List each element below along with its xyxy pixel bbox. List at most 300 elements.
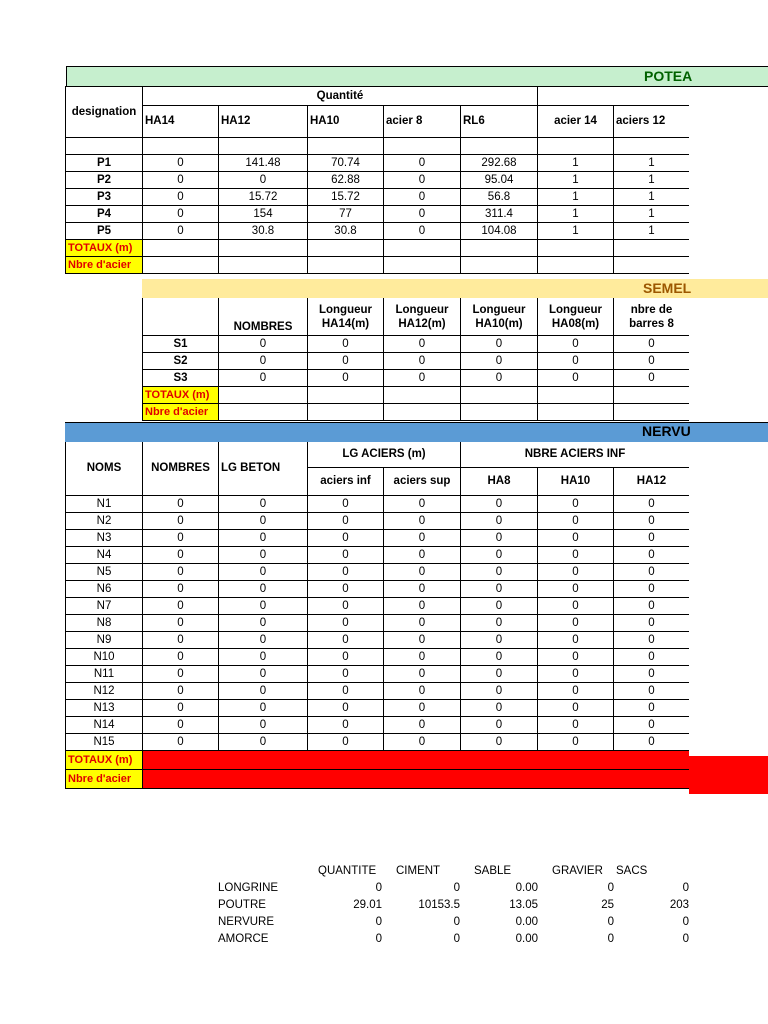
cell — [614, 404, 690, 421]
cell: 0 — [384, 734, 461, 751]
cell — [461, 257, 538, 274]
cell: 0 — [143, 172, 219, 189]
cell: 0 — [384, 615, 461, 632]
summary-row — [216, 880, 691, 897]
col-header: HA12 — [219, 106, 308, 138]
cell — [461, 240, 538, 257]
cell: 0 — [219, 615, 308, 632]
table-row — [66, 189, 690, 206]
row-label: N5 — [66, 564, 143, 581]
cell — [384, 257, 461, 274]
cell: 0 — [614, 336, 690, 353]
semelles-table — [142, 297, 689, 421]
cell: 0 — [308, 547, 384, 564]
cell — [614, 240, 690, 257]
cell: 0 — [614, 530, 690, 547]
cell: 0 — [143, 700, 219, 717]
table-row — [66, 683, 690, 700]
cell: 0 — [219, 581, 308, 598]
cell: 0 — [219, 336, 308, 353]
summary-table — [216, 863, 691, 948]
cell — [143, 257, 219, 274]
row-label: N6 — [66, 581, 143, 598]
cell: 1 — [538, 223, 614, 240]
cell — [614, 387, 690, 404]
cell: 0 — [538, 666, 614, 683]
summary-value: 0 — [375, 916, 382, 928]
cell: 0 — [538, 513, 614, 530]
cell: 311.4 — [461, 206, 538, 223]
cell: 0 — [384, 547, 461, 564]
row-label: S1 — [143, 336, 219, 353]
cell: 0 — [614, 513, 690, 530]
cell: 0 — [308, 598, 384, 615]
cell: 0 — [308, 666, 384, 683]
cell — [461, 404, 538, 421]
nervures-table — [65, 441, 689, 789]
row-label: P1 — [66, 155, 143, 172]
summary-value: 0 — [453, 882, 460, 894]
cell: 0 — [538, 530, 614, 547]
table-row — [66, 513, 690, 530]
cell: 0 — [143, 223, 219, 240]
cell: 0 — [143, 496, 219, 513]
cell: 0 — [614, 496, 690, 513]
col-header: HA14 — [143, 106, 219, 138]
cell: 0 — [384, 717, 461, 734]
cell: 0 — [308, 615, 384, 632]
cell: 0 — [614, 547, 690, 564]
summary-value: 203 — [669, 899, 689, 911]
summary-header: SABLE — [474, 865, 512, 877]
cell: 0 — [308, 513, 384, 530]
cell — [308, 387, 384, 404]
cell — [308, 240, 384, 257]
cell: 0 — [219, 598, 308, 615]
nbre-label: Nbre d'acier — [66, 257, 143, 274]
cell: 0 — [308, 649, 384, 666]
cell: 0 — [308, 530, 384, 547]
row-label: S2 — [143, 353, 219, 370]
cell — [66, 138, 143, 155]
cell: 0 — [143, 666, 219, 683]
col-header: HA8 — [461, 468, 538, 496]
cell: 0 — [614, 632, 690, 649]
col-header: nbre de barres 8 — [614, 298, 690, 336]
row-label: N12 — [66, 683, 143, 700]
cell: 0 — [143, 564, 219, 581]
cell: 0 — [219, 666, 308, 683]
cell: 292.68 — [461, 155, 538, 172]
cell: 1 — [614, 189, 690, 206]
col-header: acier 14 — [538, 106, 614, 138]
totaux-label: TOTAUX (m) — [66, 240, 143, 257]
cell: 0 — [614, 700, 690, 717]
row-label: N7 — [66, 598, 143, 615]
summary-value: 10153.5 — [418, 899, 460, 911]
col-header: aciers sup — [384, 468, 461, 496]
semelles-title: SEMEL — [643, 280, 692, 296]
col-header: RL6 — [461, 106, 538, 138]
nervures-red-band — [143, 751, 690, 770]
cell — [219, 240, 308, 257]
summary-value: 0 — [453, 933, 460, 945]
cell: 141.48 — [219, 155, 308, 172]
cell — [538, 404, 614, 421]
col-header: HA12 — [614, 468, 690, 496]
cell: 154 — [219, 206, 308, 223]
cell — [308, 404, 384, 421]
summary-label: NERVURE — [218, 916, 275, 928]
summary-value: 0 — [607, 882, 614, 894]
cell: 0 — [461, 547, 538, 564]
summary-value: 29.01 — [353, 899, 382, 911]
cell: 0 — [461, 734, 538, 751]
summary-value: 13.05 — [509, 899, 538, 911]
cell: 0 — [143, 717, 219, 734]
cell: 0 — [308, 336, 384, 353]
cell: 0 — [614, 564, 690, 581]
summary-row — [216, 897, 691, 914]
cell — [538, 240, 614, 257]
cell: 0 — [143, 598, 219, 615]
cell: 0 — [308, 353, 384, 370]
cell — [143, 138, 219, 155]
cell: 0 — [461, 666, 538, 683]
cell: 0 — [384, 189, 461, 206]
cell — [538, 257, 614, 274]
semelles-rows — [143, 336, 690, 387]
cell: 1 — [614, 206, 690, 223]
row-label: P4 — [66, 206, 143, 223]
cell: 0 — [384, 598, 461, 615]
table-row — [66, 547, 690, 564]
cell: 0 — [614, 683, 690, 700]
cell: 0 — [384, 206, 461, 223]
cell — [614, 138, 690, 155]
cell: 0 — [538, 598, 614, 615]
summary-value: 0 — [607, 916, 614, 928]
cell: 0 — [461, 649, 538, 666]
summary-label: POUTRE — [218, 899, 266, 911]
cell: 0 — [219, 513, 308, 530]
cell: 0 — [219, 632, 308, 649]
cell: 0 — [308, 581, 384, 598]
row-label: N13 — [66, 700, 143, 717]
cell — [384, 387, 461, 404]
cell: 0 — [143, 513, 219, 530]
nombres-header: NOMBRES — [143, 442, 219, 496]
cell: 0 — [538, 547, 614, 564]
cell: 0 — [461, 700, 538, 717]
col-header: HA10 — [308, 106, 384, 138]
cell: 30.8 — [308, 223, 384, 240]
row-label: N11 — [66, 666, 143, 683]
cell: 0 — [614, 615, 690, 632]
summary-value: 0 — [375, 882, 382, 894]
row-label: P5 — [66, 223, 143, 240]
summary-header: GRAVIER — [552, 865, 603, 877]
cell: 0 — [384, 649, 461, 666]
row-label: S3 — [143, 370, 219, 387]
row-label: N8 — [66, 615, 143, 632]
cell: 0 — [461, 581, 538, 598]
cell: 0 — [461, 530, 538, 547]
summary-value: 0 — [682, 916, 689, 928]
row-label: N2 — [66, 513, 143, 530]
cell — [143, 240, 219, 257]
table-row — [66, 581, 690, 598]
table-row — [66, 700, 690, 717]
cell: 0 — [143, 581, 219, 598]
cell: 1 — [538, 189, 614, 206]
cell: 0 — [538, 700, 614, 717]
cell: 0 — [308, 717, 384, 734]
cell: 62.88 — [308, 172, 384, 189]
col-header: Longueur HA10(m) — [461, 298, 538, 336]
cell: 0 — [143, 155, 219, 172]
cell: 77 — [308, 206, 384, 223]
cell: 0 — [461, 496, 538, 513]
row-label: N10 — [66, 649, 143, 666]
cell: 0 — [538, 717, 614, 734]
summary-value: 0 — [607, 933, 614, 945]
cell — [614, 257, 690, 274]
cell: 0 — [143, 530, 219, 547]
cell — [219, 387, 308, 404]
cell — [219, 138, 308, 155]
cell — [216, 863, 306, 880]
cell: 0 — [308, 734, 384, 751]
table-row — [143, 370, 690, 387]
cell: 0 — [219, 547, 308, 564]
poteaux-table — [65, 86, 689, 274]
cell: 1 — [538, 172, 614, 189]
cell: 0 — [308, 564, 384, 581]
cell: 0 — [219, 700, 308, 717]
row-label: N15 — [66, 734, 143, 751]
cell: 0 — [614, 598, 690, 615]
cell: 95.04 — [461, 172, 538, 189]
row-label: N9 — [66, 632, 143, 649]
table-row — [66, 155, 690, 172]
summary-value: 25 — [601, 899, 614, 911]
cell: 0 — [461, 353, 538, 370]
table-row — [66, 530, 690, 547]
cell: 0 — [219, 683, 308, 700]
cell: 0 — [461, 336, 538, 353]
cell: 1 — [538, 155, 614, 172]
cell: 0 — [384, 496, 461, 513]
cell: 15.72 — [219, 189, 308, 206]
cell — [219, 404, 308, 421]
cell: 0 — [461, 513, 538, 530]
cell: 0 — [308, 496, 384, 513]
summary-header: SACS — [616, 865, 648, 877]
cell: 0 — [384, 513, 461, 530]
nervures-red-extension — [689, 756, 768, 794]
poteaux-rows — [66, 155, 690, 240]
nervures-red-band — [143, 770, 690, 789]
col-header: Longueur HA08(m) — [538, 298, 614, 336]
cell: 0 — [384, 700, 461, 717]
summary-value: 0.00 — [515, 882, 538, 894]
cell: 30.8 — [219, 223, 308, 240]
cell: 1 — [614, 172, 690, 189]
nervures-title: NERVU — [642, 423, 691, 439]
col-header: aciers 12 — [614, 106, 690, 138]
cell: 0 — [219, 172, 308, 189]
cell: 15.72 — [308, 189, 384, 206]
cell: 1 — [538, 206, 614, 223]
cell: 0 — [143, 189, 219, 206]
cell: 0 — [384, 336, 461, 353]
cell: 0 — [538, 734, 614, 751]
cell: 0 — [614, 734, 690, 751]
table-row — [66, 223, 690, 240]
cell: 0 — [538, 564, 614, 581]
cell: 0 — [461, 632, 538, 649]
nervures-rows — [66, 496, 690, 751]
cell: 0 — [219, 734, 308, 751]
cell — [143, 298, 219, 336]
cell: 0 — [614, 649, 690, 666]
cell — [219, 257, 308, 274]
cell: 0 — [461, 370, 538, 387]
cell: 0 — [308, 700, 384, 717]
cell: 0 — [614, 581, 690, 598]
nbre-label: Nbre d'acier — [143, 404, 219, 421]
summary-label: LONGRINE — [218, 882, 279, 894]
cell: 0 — [538, 632, 614, 649]
summary-value: 0 — [682, 933, 689, 945]
nbre-label: Nbre d'acier — [66, 770, 143, 789]
cell — [308, 138, 384, 155]
table-row — [66, 734, 690, 751]
table-row — [143, 336, 690, 353]
col-header: Longueur HA12(m) — [384, 298, 461, 336]
cell: 0 — [308, 683, 384, 700]
table-row — [66, 717, 690, 734]
cell: 0 — [219, 649, 308, 666]
quantite-header: Quantité — [143, 87, 538, 106]
cell: 0 — [143, 615, 219, 632]
summary-value: 0 — [375, 933, 382, 945]
cell: 0 — [461, 717, 538, 734]
cell: 0 — [384, 155, 461, 172]
cell: 0 — [219, 564, 308, 581]
cell: 1 — [614, 155, 690, 172]
cell: 0 — [614, 370, 690, 387]
cell: 0 — [384, 581, 461, 598]
cell: 0 — [461, 564, 538, 581]
poteaux-title: POTEA — [644, 68, 693, 84]
col-header: Longueur HA14(m) — [308, 298, 384, 336]
cell — [384, 404, 461, 421]
col-header: HA10 — [538, 468, 614, 496]
row-label: N4 — [66, 547, 143, 564]
cell: 0 — [143, 683, 219, 700]
cell — [308, 257, 384, 274]
cell: 56.8 — [461, 189, 538, 206]
cell: 0 — [538, 496, 614, 513]
cell: 0 — [143, 649, 219, 666]
designation-header: designation — [66, 87, 143, 138]
table-row — [66, 666, 690, 683]
cell: 0 — [384, 632, 461, 649]
lg-aciers-header: LG ACIERS (m) — [308, 442, 461, 468]
cell: 0 — [384, 172, 461, 189]
cell: 0 — [384, 564, 461, 581]
summary-value: 0 — [682, 882, 689, 894]
summary-header: QUANTITE — [318, 865, 377, 877]
cell: 0 — [308, 370, 384, 387]
cell: 0 — [384, 530, 461, 547]
cell: 0 — [384, 223, 461, 240]
cell: 0 — [461, 683, 538, 700]
cell: 0 — [219, 496, 308, 513]
cell: 0 — [308, 632, 384, 649]
cell — [384, 240, 461, 257]
summary-value: 0.00 — [515, 933, 538, 945]
cell: 0 — [143, 632, 219, 649]
summary-value: 0.00 — [515, 916, 538, 928]
cell — [461, 387, 538, 404]
cell: 0 — [538, 353, 614, 370]
col-header: acier 8 — [384, 106, 461, 138]
nbre-aciers-inf-header: NBRE ACIERS INF — [461, 442, 690, 468]
cell: 0 — [538, 581, 614, 598]
col-header: aciers inf — [308, 468, 384, 496]
summary-rows — [216, 880, 691, 948]
cell: 0 — [384, 370, 461, 387]
col-header: NOMBRES — [219, 298, 308, 336]
cell: 0 — [614, 666, 690, 683]
cell: 0 — [384, 353, 461, 370]
cell: 0 — [219, 370, 308, 387]
cell: 0 — [461, 615, 538, 632]
cell — [384, 138, 461, 155]
lg-beton-header: LG BETON — [219, 442, 308, 496]
cell: 0 — [461, 598, 538, 615]
table-row — [66, 496, 690, 513]
summary-label: AMORCE — [218, 933, 269, 945]
cell — [538, 138, 614, 155]
cell: 0 — [538, 683, 614, 700]
header-blank — [538, 87, 690, 106]
row-label: N3 — [66, 530, 143, 547]
totaux-label: TOTAUX (m) — [143, 387, 219, 404]
summary-header: CIMENT — [396, 865, 441, 877]
row-label: N14 — [66, 717, 143, 734]
summary-value: 0 — [453, 916, 460, 928]
summary-row — [216, 931, 691, 948]
row-label: N1 — [66, 496, 143, 513]
cell: 0 — [143, 206, 219, 223]
table-row — [66, 598, 690, 615]
cell: 0 — [143, 734, 219, 751]
summary-row — [216, 914, 691, 931]
cell: 0 — [384, 666, 461, 683]
cell: 0 — [538, 615, 614, 632]
noms-header: NOMS — [66, 442, 143, 496]
cell: 0 — [219, 530, 308, 547]
cell: 0 — [538, 336, 614, 353]
table-row — [66, 564, 690, 581]
table-row — [143, 353, 690, 370]
cell: 0 — [143, 547, 219, 564]
table-row — [66, 206, 690, 223]
